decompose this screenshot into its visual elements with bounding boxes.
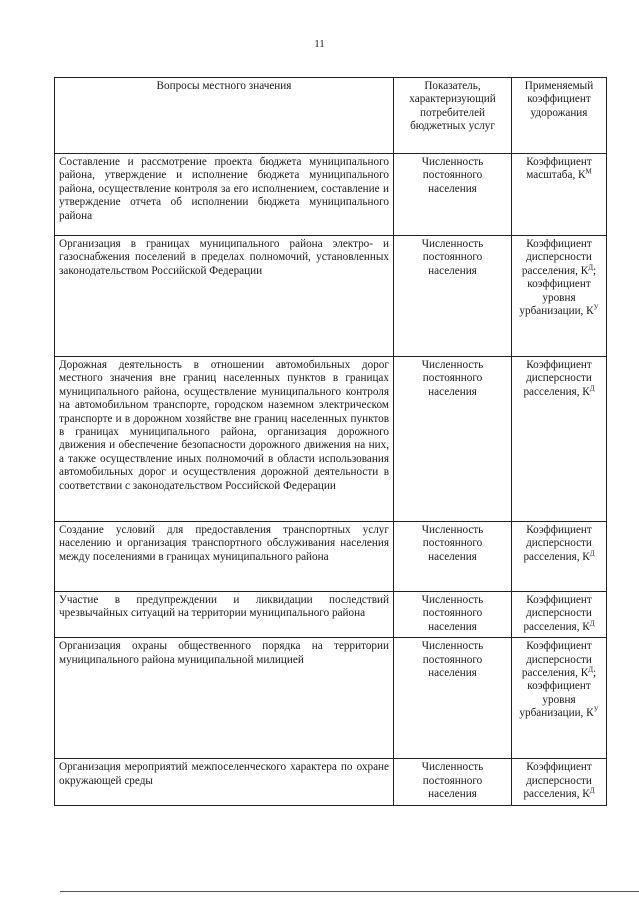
question-cell: Организация мероприятий межпоселенческого характера по охране окружающей среды	[55, 759, 394, 806]
coefficient-text: Коэффициент дисперсности расселения, К	[523, 359, 592, 398]
coefficient-text: Коэффициент дисперсности расселения, К	[521, 238, 592, 277]
coefficient-text: Коэффициент дисперсности расселения, К	[523, 594, 592, 633]
table-row	[55, 592, 607, 638]
coefficient-cell	[512, 236, 607, 357]
coefficient-text: Коэффициент дисперсности расселения, К	[523, 761, 592, 801]
bottom-rule	[60, 891, 639, 892]
header-coefficient: Применяемый коэффициент удорожания	[512, 78, 607, 154]
coefficient-entry	[516, 156, 602, 183]
table-header-row	[55, 78, 607, 154]
table-row	[55, 236, 607, 357]
table-row	[55, 759, 607, 806]
question-cell: Составление и рассмотрение проекта бюджета муниципального района, утверждение и исполнение бюджета муниципального района, осуществление контроля за его исполнением, составление и утверждение отчета об исполнении бюджета муниципального района	[55, 154, 394, 236]
coefficient-superscript: У	[593, 705, 599, 714]
coefficient-cell	[512, 592, 607, 638]
indicator-cell: Численность постоянного населения	[394, 357, 512, 522]
coefficient-superscript: Д	[589, 549, 595, 558]
coefficient-entry	[516, 524, 602, 564]
page-number: 11	[314, 38, 325, 50]
question-cell: Организация в границах муниципального района электро- и газоснабжения поселений в пределах полномочий, установленных законодательством Российской Федерации	[55, 236, 394, 357]
coefficient-separator: ;	[593, 667, 597, 680]
coefficient-cell	[512, 154, 607, 236]
question-cell: Создание условий для предоставления транспортных услуг населению и организация транспортного обслуживания населения между поселениями в границах муниципального района	[55, 522, 394, 592]
coefficient-entry	[516, 680, 602, 720]
indicator-cell: Численность постоянного населения	[394, 592, 512, 638]
table-row	[55, 522, 607, 592]
coefficient-entry	[516, 238, 602, 278]
coefficient-separator: ;	[593, 264, 597, 277]
coefficient-entry	[516, 359, 602, 399]
coefficient-entry	[516, 640, 602, 680]
coefficient-text: коэффициент уровня урбанизации, К	[519, 680, 594, 720]
coefficient-superscript: М	[585, 167, 592, 176]
coefficient-text: Коэффициент масштаба, К	[526, 156, 592, 182]
coefficient-superscript: Д	[588, 263, 593, 272]
table-row	[55, 154, 607, 236]
coefficient-cell	[512, 759, 607, 806]
coefficient-cell	[512, 522, 607, 592]
header-local-issues: Вопросы местного значения	[55, 78, 394, 154]
indicator-cell: Численность постоянного населения	[394, 638, 512, 759]
coefficient-text: коэффициент уровня урбанизации, К	[519, 278, 594, 318]
header-indicator: Показатель, характеризующий потребителей бюджетных услуг	[394, 78, 512, 154]
question-cell: Участие в предупреждении и ликвидации последствий чрезвычайных ситуаций на территории муниципального района	[55, 592, 394, 638]
coefficient-text: Коэффициент дисперсности расселения, К	[521, 640, 592, 680]
coefficient-cell	[512, 357, 607, 522]
indicator-cell: Численность постоянного населения	[394, 522, 512, 592]
indicator-cell: Численность постоянного населения	[394, 759, 512, 806]
question-cell: Организация охраны общественного порядка на территории муниципального района муниципальной милицией	[55, 638, 394, 759]
indicator-cell: Численность постоянного населения	[394, 154, 512, 236]
coefficient-superscript: Д	[589, 384, 595, 393]
coefficient-superscript: Д	[588, 665, 593, 674]
local-issues-table	[54, 77, 607, 806]
table-row	[55, 357, 607, 522]
coefficient-superscript: Д	[589, 786, 595, 795]
coefficient-text: Коэффициент дисперсности расселения, К	[523, 524, 592, 563]
coefficient-superscript: У	[593, 303, 599, 312]
indicator-cell: Численность постоянного населения	[394, 236, 512, 357]
coefficient-entry	[516, 761, 602, 801]
coefficient-superscript: Д	[589, 619, 595, 628]
table-row	[55, 638, 607, 759]
coefficient-entry	[516, 278, 602, 318]
coefficient-entry	[516, 594, 602, 634]
coefficient-cell	[512, 638, 607, 759]
question-cell: Дорожная деятельность в отношении автомобильных дорог местного значения вне границ населенных пунктов в границах муниципального района, осуществление муниципального контроля на автомобильном транспорте, городском наземном электрическом транспорте и в дорожном хозяйстве вне границ населенных пунктов в границах муниципального района, организация дорожного движения и обеспечение безопасности дорожного движения на них, а также осуществление иных полномочий в области использования автомобильных дорог и осуществления дорожной деятельности в соответствии с законодательством Российской Федерации	[55, 357, 394, 522]
